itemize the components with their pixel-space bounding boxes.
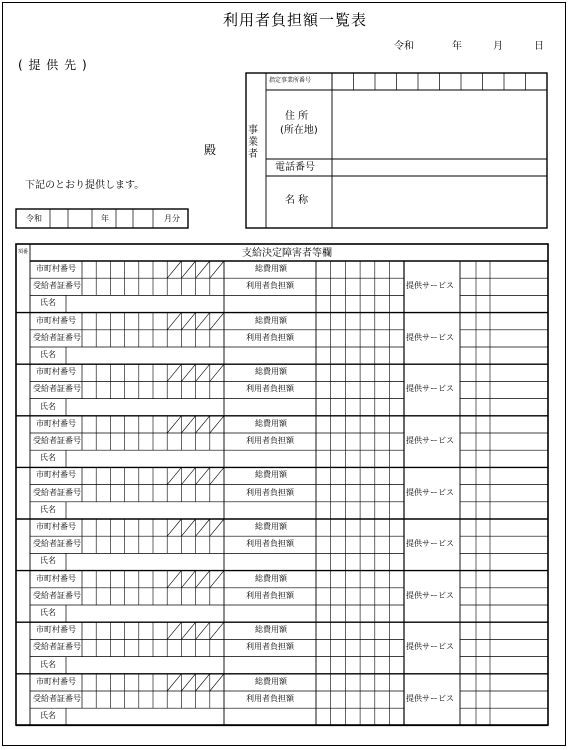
service-label: 提供サービス	[406, 487, 454, 497]
crossed-out-cell	[210, 416, 224, 433]
crossed-out-cell	[167, 622, 181, 639]
municipality-label: 市町村番号	[36, 418, 76, 428]
crossed-out-cell	[181, 313, 195, 330]
municipality-label: 市町村番号	[36, 264, 76, 273]
provider-side-label: 事業者	[248, 125, 258, 160]
municipality-label: 市町村番号	[36, 573, 76, 583]
office-number-label: 指定事業所番号	[269, 77, 312, 84]
crossed-out-cell	[196, 416, 210, 433]
date-month: 月	[493, 41, 503, 52]
user-burden-label: 利用者負担額	[246, 384, 294, 394]
person-name-label: 氏名	[40, 659, 56, 669]
recipient-label: ( 提 供 先 )	[18, 58, 88, 72]
person-name-label: 氏名	[40, 711, 56, 721]
user-burden-label: 利用者負担額	[246, 590, 294, 600]
total-cost-label: 総費用額	[255, 573, 287, 583]
service-label: 提供サービス	[406, 590, 454, 600]
period-year: 年	[101, 214, 109, 223]
municipality-label: 市町村番号	[36, 367, 76, 377]
recipient-cert-label: 受給者証番号	[33, 642, 81, 652]
user-burden-label: 利用者負担額	[246, 487, 294, 497]
crossed-out-cell	[210, 571, 224, 588]
service-label: 提供サービス	[406, 694, 454, 703]
provider-box	[246, 73, 547, 228]
crossed-out-cell	[181, 622, 195, 639]
total-cost-label: 総費用額	[255, 522, 287, 531]
municipality-label: 市町村番号	[36, 676, 76, 686]
crossed-out-cell	[210, 674, 224, 691]
person-name-label: 氏名	[40, 504, 56, 514]
crossed-out-cell	[181, 674, 195, 691]
crossed-out-cell	[210, 622, 224, 639]
address-sub-label: (所在地)	[280, 125, 318, 136]
user-burden-label: 利用者負担額	[246, 642, 294, 652]
service-label: 提供サービス	[406, 436, 454, 445]
crossed-out-cell	[210, 364, 224, 381]
crossed-out-cell	[196, 519, 210, 536]
document-title: 利用者負担額一覧表	[223, 11, 368, 29]
crossed-out-cell	[167, 416, 181, 433]
item-number-label: 項番	[18, 249, 29, 255]
user-burden-label: 利用者負担額	[246, 332, 294, 342]
crossed-out-cell	[196, 571, 210, 588]
crossed-out-cell	[210, 313, 224, 330]
date-year: 年	[452, 41, 462, 52]
total-cost-label: 総費用額	[255, 470, 287, 480]
municipality-label: 市町村番号	[36, 625, 76, 635]
period-era: 令和	[26, 214, 42, 223]
date-day: 日	[534, 41, 544, 52]
crossed-out-cell	[181, 519, 195, 536]
table-heading: 支給決定障害者等欄	[242, 248, 332, 259]
person-name-label: 氏名	[40, 350, 56, 359]
service-label: 提供サービス	[406, 642, 454, 652]
service-label: 提供サービス	[406, 539, 454, 549]
user-burden-label: 利用者負担額	[246, 539, 294, 549]
recipient-cert-label: 受給者証番号	[33, 590, 81, 600]
municipality-label: 市町村番号	[36, 522, 76, 531]
recipient-cert-label: 受給者証番号	[33, 487, 81, 497]
crossed-out-cell	[196, 622, 210, 639]
period-box	[16, 209, 188, 228]
recipient-cert-label: 受給者証番号	[33, 332, 81, 342]
crossed-out-cell	[196, 674, 210, 691]
crossed-out-cell	[210, 519, 224, 536]
crossed-out-cell	[167, 571, 181, 588]
total-cost-label: 総費用額	[255, 367, 287, 377]
recipient-cert-label: 受給者証番号	[33, 384, 81, 394]
recipient-cert-label: 受給者証番号	[33, 281, 81, 291]
person-name-label: 氏名	[40, 608, 56, 617]
service-label: 提供サービス	[406, 332, 454, 342]
crossed-out-cell	[167, 313, 181, 330]
person-name-label: 氏名	[40, 298, 56, 308]
crossed-out-cell	[167, 519, 181, 536]
recipient-cert-label: 受給者証番号	[33, 694, 81, 703]
municipality-label: 市町村番号	[36, 315, 76, 325]
service-label: 提供サービス	[406, 281, 454, 291]
person-name-label: 氏名	[40, 453, 56, 463]
crossed-out-cell	[181, 571, 195, 588]
recipient-cert-label: 受給者証番号	[33, 539, 81, 549]
total-cost-label: 総費用額	[255, 264, 287, 273]
user-burden-label: 利用者負担額	[246, 694, 294, 703]
crossed-out-cell	[181, 467, 195, 484]
honorific: 殿	[204, 143, 217, 157]
crossed-out-cell	[210, 467, 224, 484]
provider-name-label: 名 称	[285, 195, 309, 206]
recipient-cert-label: 受給者証番号	[33, 436, 81, 445]
total-cost-label: 総費用額	[255, 625, 287, 635]
crossed-out-cell	[167, 467, 181, 484]
crossed-out-cell	[181, 261, 195, 278]
intro-text: 下記のとおり提供します。	[25, 180, 145, 191]
total-cost-label: 総費用額	[255, 315, 287, 325]
crossed-out-cell	[196, 467, 210, 484]
crossed-out-cell	[181, 416, 195, 433]
total-cost-label: 総費用額	[255, 418, 287, 428]
total-cost-label: 総費用額	[255, 676, 287, 686]
person-name-label: 氏名	[40, 401, 56, 411]
phone-label: 電話番号	[275, 162, 315, 173]
crossed-out-cell	[196, 364, 210, 381]
period-month: 月分	[164, 214, 180, 223]
date-era: 令和	[394, 41, 414, 52]
crossed-out-cell	[167, 261, 181, 278]
address-label: 住 所	[285, 111, 309, 122]
municipality-label: 市町村番号	[36, 470, 76, 480]
crossed-out-cell	[167, 674, 181, 691]
service-label: 提供サービス	[406, 384, 454, 394]
user-burden-label: 利用者負担額	[246, 436, 294, 445]
crossed-out-cell	[196, 261, 210, 278]
user-burden-label: 利用者負担額	[246, 281, 294, 291]
crossed-out-cell	[196, 313, 210, 330]
crossed-out-cell	[181, 364, 195, 381]
crossed-out-cell	[167, 364, 181, 381]
crossed-out-cell	[210, 261, 224, 278]
person-name-label: 氏名	[40, 556, 56, 566]
